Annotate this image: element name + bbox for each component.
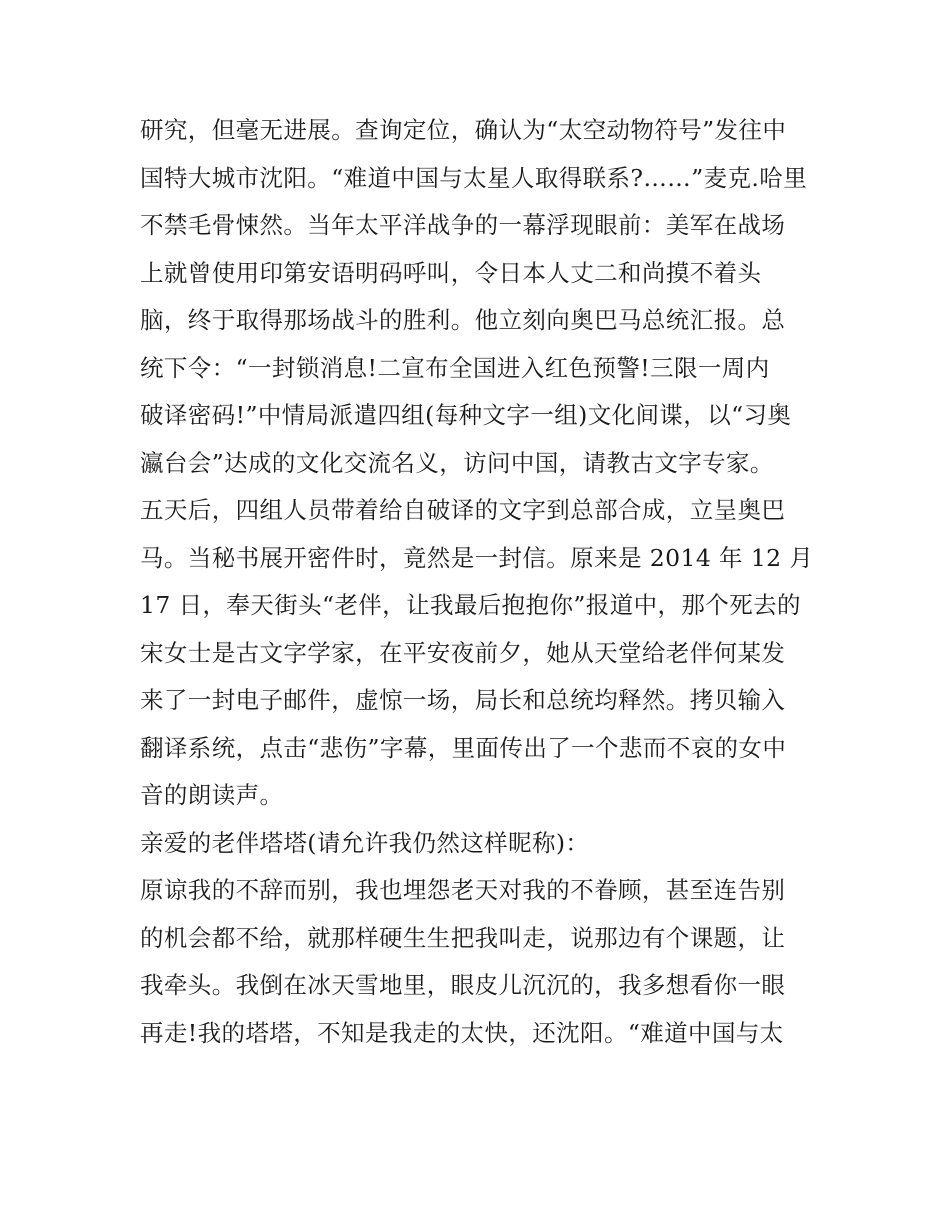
document-body: [140, 107, 820, 1057]
text-line: 统下令：“一封锁消息!二宣布全国进入红色预警!三限一周内: [140, 353, 770, 382]
text-line: 上就曾使用印第安语明码呼叫，令日本人丈二和尚摸不着头: [140, 258, 762, 287]
text-line: 来了一封电子邮件，虚惊一场，局长和总统均释然。拷贝输入: [140, 686, 786, 714]
text-line: 音的朗读声。: [140, 781, 284, 809]
text-line: 翻译系统，点击“悲伤”字幕，里面传出了一个悲而不哀的女中: [140, 733, 787, 762]
letter-salutation: 亲爱的老伴塔塔(请允许我仍然这样昵称)：: [140, 828, 590, 857]
text-line: 不禁毛骨悚然。当年太平洋战争的一幕浮现眼前：美军在战场: [140, 211, 786, 239]
text-line: 原谅我的不辞而别，我也埋怨老天对我的不眷顾，甚至连告别: [140, 876, 786, 904]
text-line: 瀛台会”达成的文化交流名义，访问中国，请教古文字专家。: [140, 448, 774, 477]
text-line: 脑，终于取得那场战斗的胜利。他立刻向奥巴马总统汇报。总: [140, 306, 786, 334]
text-line: 研究，但毫无进展。查询定位，确认为“太空动物符号”发往中: [140, 116, 787, 144]
text-line: 破译密码!”中情局派遣四组(每种文字一组)文化间谍，以“习奥: [140, 401, 792, 429]
text-line: 宋女士是古文字学家，在平安夜前夕，她从天堂给老伴何某发: [140, 638, 786, 667]
text-line: 17 日，奉天街头“老伴，让我最后抱抱你”报道中，那个死去的: [140, 591, 801, 619]
text-line: 我牵头。我倒在冰天雪地里，眼皮儿沉沉的，我多想看你一眼: [140, 971, 786, 999]
text-line: 再走!我的塔塔，不知是我走的太快，还沈阳。“难道中国与太: [140, 1018, 784, 1047]
text-line: 国特大城市沈阳。“难道中国与太星人取得联系?……”麦克.哈里: [140, 163, 808, 192]
text-line: 马。当秘书展开密件时，竟然是一封信。原来是 2014 年 12 月: [140, 543, 814, 572]
text-line: 五天后，四组人员带着给自破译的文字到总部合成，立呈奥巴: [140, 496, 786, 524]
text-line: 的机会都不给，就那样硬生生把我叫走，说那边有个课题，让: [140, 923, 786, 952]
